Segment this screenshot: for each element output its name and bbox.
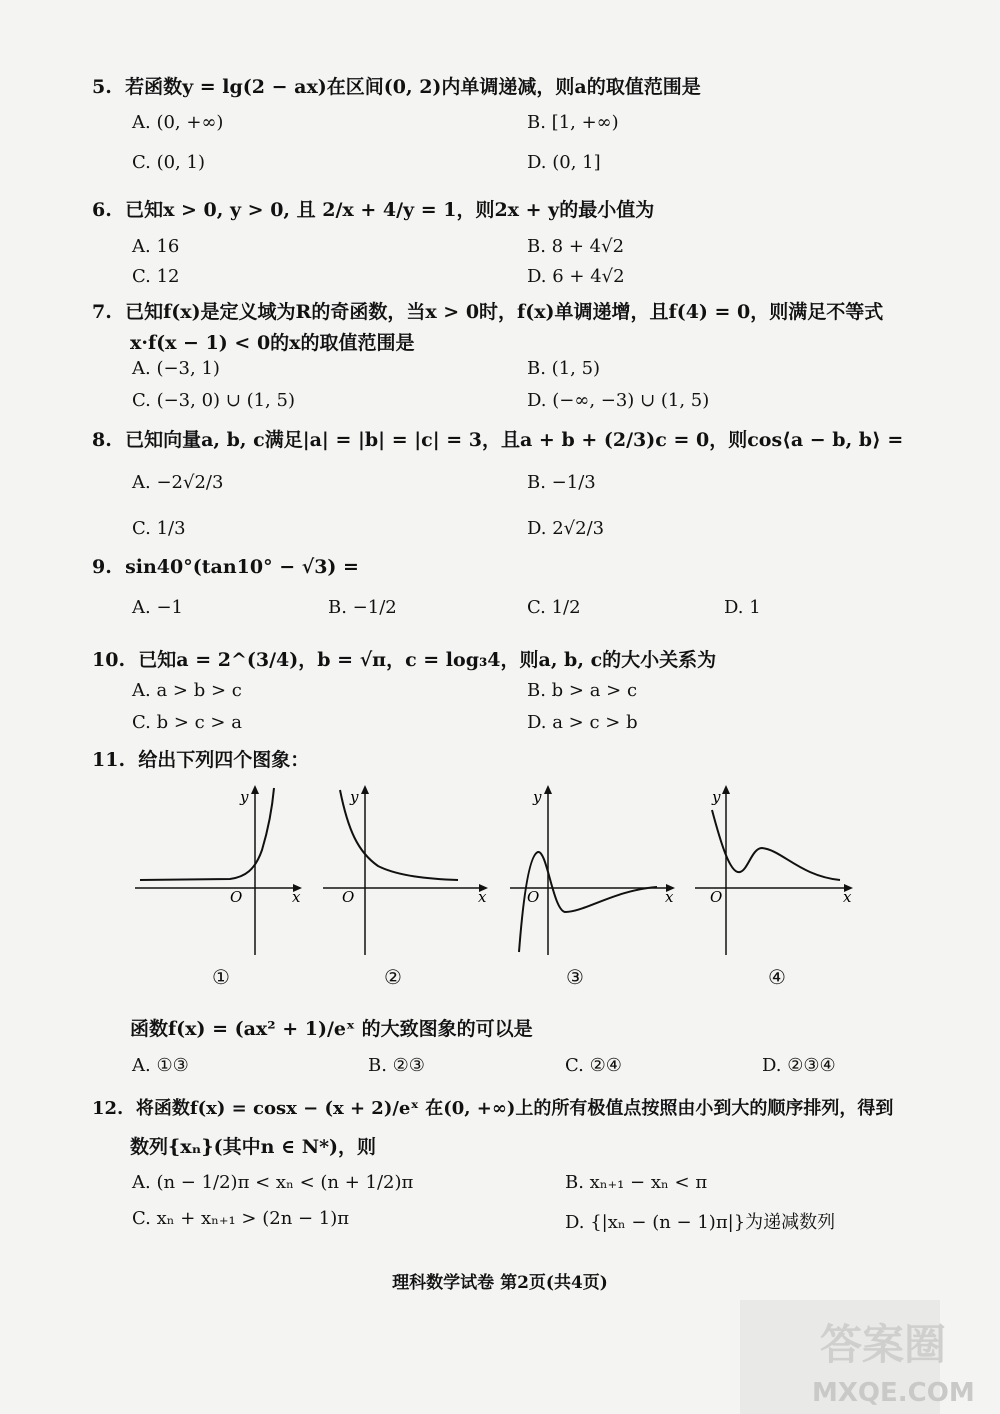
question-12-line2: 数列{xₙ}(其中n ∈ N*)，则 bbox=[130, 1136, 377, 1158]
y-label: y bbox=[350, 788, 359, 806]
question-number: 10. bbox=[92, 649, 126, 671]
y-axis-arrow bbox=[361, 785, 369, 794]
question-text: 将函数f(x) = cosx − (x + 2)/eˣ 在(0, +∞)上的所有极值点按照由小到大的顺序排列，得到 bbox=[135, 1098, 894, 1119]
y-label: y bbox=[712, 788, 721, 806]
x-label: x bbox=[478, 888, 487, 906]
question-number: 6. bbox=[92, 199, 112, 221]
option-b: B. xₙ₊₁ − xₙ < π bbox=[565, 1172, 708, 1193]
option-b: B. −1/3 bbox=[527, 472, 596, 493]
curve bbox=[712, 810, 840, 880]
question-text: 已知a = 2^(3/4)，b = √π，c = log₃4，则a, b, c的大小关系为 bbox=[138, 649, 717, 671]
question-8 bbox=[92, 425, 903, 452]
graph-label-2: ② bbox=[384, 965, 402, 989]
question-7 bbox=[92, 297, 883, 324]
y-axis-arrow bbox=[544, 785, 552, 794]
question-6 bbox=[92, 195, 654, 222]
question-number: 9. bbox=[92, 556, 112, 578]
graph-label-1: ① bbox=[212, 965, 230, 989]
graph-label-3: ③ bbox=[566, 965, 584, 989]
question-12 bbox=[92, 1094, 893, 1120]
option-d: D. a > c > b bbox=[527, 712, 638, 733]
question-number: 8. bbox=[92, 429, 112, 451]
question-5 bbox=[92, 72, 701, 99]
option-d: D. 1 bbox=[724, 597, 761, 618]
question-text: 已知f(x)是定义域为R的奇函数，当x > 0时，f(x)单调递增，且f(4) = 0，则满足不等式 bbox=[125, 301, 884, 323]
question-text: 若函数y = lg(2 − ax)在区间(0, 2)内单调递减，则a的取值范围是 bbox=[125, 76, 701, 98]
option-d: D. {|xₙ − (n − 1)π|}为递减数列 bbox=[565, 1212, 836, 1233]
question-text: sin40°(tan10° − √3) = bbox=[125, 556, 359, 578]
curve bbox=[519, 852, 657, 952]
option-a: A. −2√2/3 bbox=[132, 472, 224, 493]
option-a: A. 16 bbox=[132, 236, 180, 257]
question-number: 7. bbox=[92, 301, 112, 323]
page-footer: 理科数学试卷 第2页(共4页) bbox=[392, 1273, 608, 1293]
option-c: C. 12 bbox=[132, 266, 180, 287]
option-c: C. (−3, 0) ∪ (1, 5) bbox=[132, 390, 295, 411]
option-b: B. ②③ bbox=[368, 1055, 425, 1076]
option-d: D. 2√2/3 bbox=[527, 518, 605, 539]
question-text: 已知x > 0, y > 0, 且 2/x + 4/y = 1，则2x + y的最小值为 bbox=[125, 199, 655, 221]
graph-1 bbox=[130, 780, 310, 960]
graph-label-4: ④ bbox=[768, 965, 786, 989]
question-number: 12. bbox=[92, 1098, 124, 1119]
option-d: D. (0, 1] bbox=[527, 152, 601, 173]
option-c: C. 1/2 bbox=[527, 597, 581, 618]
question-text: 已知向量a, b, c满足|a| = |b| = |c| = 3，且a + b + (2/3)c = 0，则cos⟨a − b, b⟩ = bbox=[125, 429, 904, 451]
option-a: A. (n − 1/2)π < xₙ < (n + 1/2)π bbox=[132, 1172, 414, 1193]
origin-label: O bbox=[527, 888, 540, 906]
question-11-line2: 函数f(x) = (ax² + 1)/eˣ 的大致图象的可以是 bbox=[130, 1018, 533, 1040]
option-b: B. [1, +∞) bbox=[527, 112, 619, 133]
origin-label: O bbox=[710, 888, 723, 906]
y-axis-arrow bbox=[722, 785, 730, 794]
watermark-site: MXQE.COM bbox=[812, 1378, 975, 1408]
question-11 bbox=[92, 745, 309, 772]
option-b: B. 8 + 4√2 bbox=[527, 236, 625, 257]
graph-4 bbox=[690, 780, 870, 960]
option-a: A. (−3, 1) bbox=[132, 358, 220, 379]
option-a: A. a > b > c bbox=[132, 680, 242, 701]
option-d: D. (−∞, −3) ∪ (1, 5) bbox=[527, 390, 710, 411]
option-c: C. b > c > a bbox=[132, 712, 242, 733]
y-axis-arrow bbox=[251, 785, 259, 794]
option-d: D. ②③④ bbox=[762, 1055, 836, 1076]
curve bbox=[140, 788, 274, 880]
option-c: C. xₙ + xₙ₊₁ > (2n − 1)π bbox=[132, 1208, 350, 1229]
question-9 bbox=[92, 556, 359, 578]
option-b: B. −1/2 bbox=[328, 597, 397, 618]
option-c: C. ②④ bbox=[565, 1055, 622, 1076]
graph-2 bbox=[318, 780, 498, 960]
option-c: C. 1/3 bbox=[132, 518, 186, 539]
origin-label: O bbox=[230, 888, 243, 906]
question-7-line2: x·f(x − 1) < 0的x的取值范围是 bbox=[130, 332, 415, 354]
origin-label: O bbox=[342, 888, 355, 906]
option-c: C. (0, 1) bbox=[132, 152, 205, 173]
option-a: A. −1 bbox=[132, 597, 183, 618]
question-number: 11. bbox=[92, 749, 126, 771]
x-label: x bbox=[292, 888, 301, 906]
question-number: 5. bbox=[92, 76, 112, 98]
option-a: A. (0, +∞) bbox=[132, 112, 224, 133]
graph-3 bbox=[505, 780, 685, 960]
x-label: x bbox=[665, 888, 674, 906]
x-label: x bbox=[843, 888, 852, 906]
y-label: y bbox=[533, 788, 542, 806]
y-label: y bbox=[240, 788, 249, 806]
option-b: B. b > a > c bbox=[527, 680, 638, 701]
option-b: B. (1, 5) bbox=[527, 358, 601, 379]
question-text: 给出下列四个图象： bbox=[138, 749, 310, 771]
question-10 bbox=[92, 645, 716, 672]
option-a: A. ①③ bbox=[132, 1055, 189, 1076]
option-d: D. 6 + 4√2 bbox=[527, 266, 625, 287]
watermark-logo: 答案圈 bbox=[820, 1320, 947, 1369]
